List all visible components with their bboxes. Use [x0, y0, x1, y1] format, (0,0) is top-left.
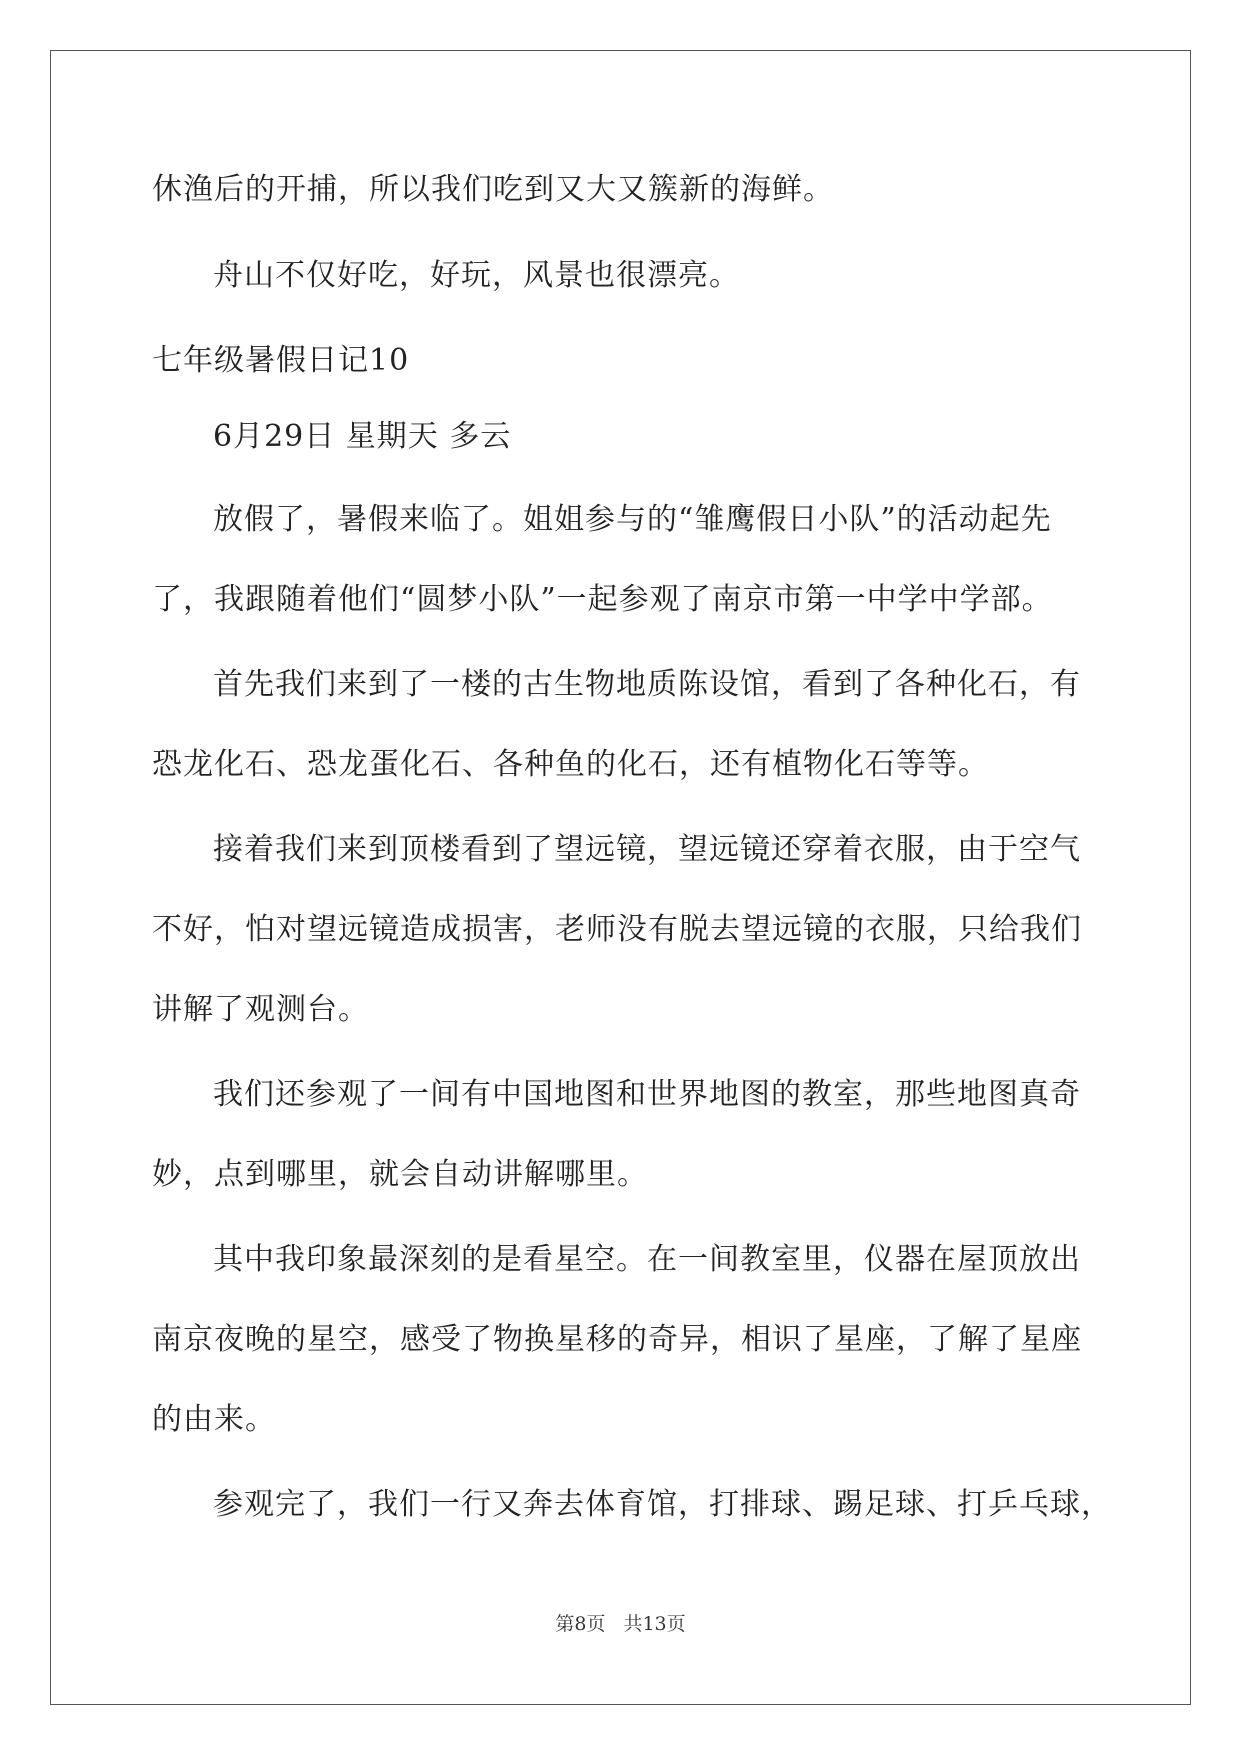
paragraph-line: 舟山不仅好吃，好玩，风景也很漂亮。 — [213, 258, 740, 293]
page-frame — [50, 50, 1191, 1705]
paragraph-line: 其中我印象最深刻的是看星空。在一间教室里，仪器在屋顶放出 — [213, 1242, 1081, 1277]
diary-date-line: 6月29日 星期天 多云 — [213, 419, 512, 454]
paragraph-line: 讲解了观测台。 — [152, 992, 369, 1027]
paragraph-line: 参观完了，我们一行又奔去体育馆，打排球、踢足球、打乒乓球， — [213, 1487, 1112, 1522]
section-heading: 七年级暑假日记10 — [152, 343, 410, 378]
paragraph-line: 不好，怕对望远镜造成损害，老师没有脱去望远镜的衣服，只给我们 — [152, 912, 1082, 947]
page-total: 共13页 — [623, 1613, 686, 1635]
paragraph-line: 了，我跟随着他们“圆梦小队”一起参观了南京市第一中学中学部。 — [152, 582, 1053, 617]
paragraph-line: 首先我们来到了一楼的古生物地质陈设馆，看到了各种化石，有 — [213, 667, 1081, 702]
page-number: 第8页 — [555, 1613, 606, 1635]
paragraph-line: 恐龙化石、恐龙蛋化石、各种鱼的化石，还有植物化石等等。 — [152, 747, 989, 782]
page-footer — [0, 1612, 1241, 1636]
paragraph-line: 放假了，暑假来临了。姐姐参与的“雏鹰假日小队”的活动起先 — [213, 502, 1052, 537]
paragraph-line: 南京夜晚的星空，感受了物换星移的奇异，相识了星座，了解了星座 — [152, 1322, 1082, 1357]
paragraph-line: 的由来。 — [152, 1402, 276, 1437]
paragraph-line: 接着我们来到顶楼看到了望远镜，望远镜还穿着衣服，由于空气 — [213, 832, 1081, 867]
paragraph-line: 妙，点到哪里，就会自动讲解哪里。 — [152, 1157, 648, 1192]
paragraph-line: 我们还参观了一间有中国地图和世界地图的教室，那些地图真奇 — [213, 1077, 1081, 1112]
paragraph-line: 休渔后的开捕，所以我们吃到又大又簇新的海鲜。 — [152, 172, 834, 207]
